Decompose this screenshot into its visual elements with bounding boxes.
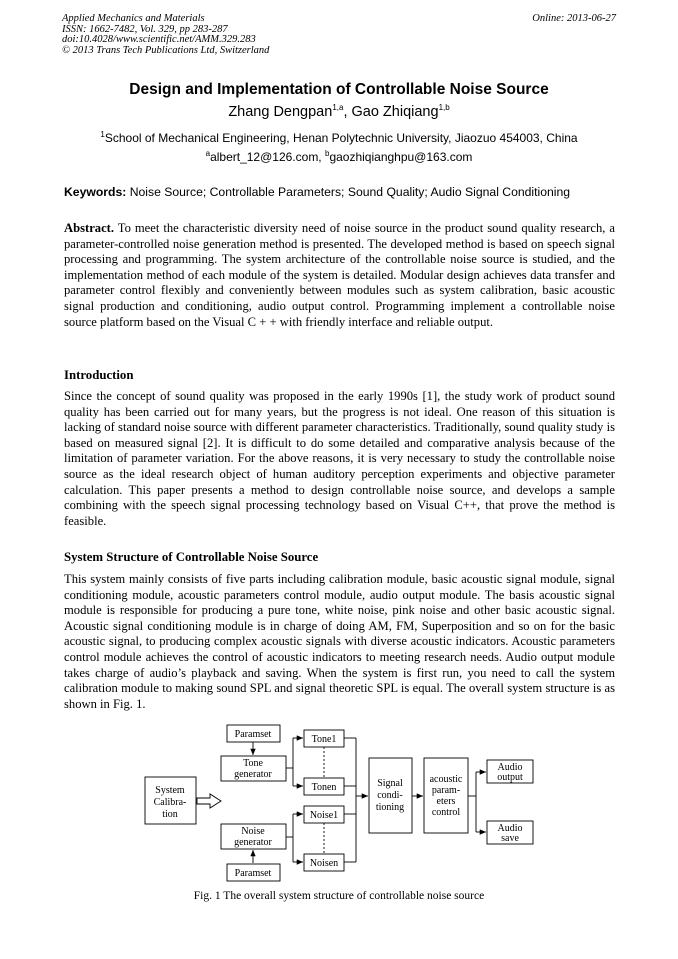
calibration-arrow [197, 794, 221, 808]
audio-save-line-1: Audio [497, 823, 523, 834]
tone-gen-line-1: Tone [243, 758, 263, 769]
calib-line-3: tion [162, 809, 178, 820]
paramset-bottom-label: Paramset [234, 868, 272, 879]
signal-line-2: condi- [377, 790, 403, 801]
email-b-sup: b [324, 149, 330, 158]
tone-gen-line-2: generator [234, 769, 272, 780]
abstract [64, 221, 615, 330]
audio-output-line-2: output [497, 772, 523, 783]
keywords [64, 185, 624, 199]
audio-output-line-1: Audio [497, 762, 523, 773]
acoustic-line-4: control [431, 807, 461, 818]
figure-1 [0, 720, 678, 890]
affiliation [0, 131, 678, 145]
signal-line-1: Signal [377, 778, 403, 789]
noise-gen-line-1: Noise [241, 826, 265, 837]
paper-title: Design and Implementation of Controllable Noise Source [129, 81, 549, 98]
noise-gen-line-2: generator [234, 837, 272, 848]
calib-line-2: Calibra- [153, 797, 187, 808]
system-structure-text: This system mainly consists of five parts including calibration module, basic acoustic signal module, signal conditioning module, acoustic parameters control module, audio output module. The basis acoustic signal module is responsible for producing a pure tone, white noise, pink noise and other basic acoustic signal. Acoustic signal conditioning module is in charge of doing AM, FM, Superposition and so on for the basic acoustic signal, to producing complex acoustic signals with diverse acoustic indicators. Acoustic parameters control module achieves the control of acoustic indicators to meeting research needs. Audio output module takes charge of audio’s playback and saving. When the system is first run, you need to call the system calibration module to making sound SPL and signal theoretic SPL is equal. The overall system structure is as shown in Fig. 1. [64, 572, 615, 711]
doi-line: doi:10.4028/www.scientific.net/AMM.329.283 [62, 34, 256, 45]
figure-caption: Fig. 1 The overall system structure of controllable noise source [193, 890, 485, 902]
email-b: gaozhiqianghpu@163.com [329, 150, 473, 164]
email-a-sup: a [205, 149, 211, 158]
noise1-label: Noise1 [309, 810, 339, 821]
tone1-label: Tone1 [311, 734, 337, 745]
page-header [62, 14, 616, 56]
abstract-label: Abstract. [64, 221, 115, 235]
calib-line-1: System [155, 785, 185, 796]
author-2-sup: 1,b [438, 103, 450, 113]
introduction-heading: Introduction [64, 368, 134, 382]
online-date: Online: 2013-06-27 [532, 13, 616, 24]
tonen-label: Tonen [311, 782, 337, 793]
introduction-text: Since the concept of sound quality was proposed in the early 1990s [1], the study work of product sound quality has been carried out for many years, but the progress is not ideal. One reason of this situation is lacking of standard noise source with different parameter characteristics. Traditionally, sound quality study is based on measured signal [2]. It is difficult to do some detailed and comparative analysis because of the limitation of parameter variation. For the above reasons, it is very necessary to study the controllable noise source as the ideal research object of human auditory perception experiments and objective parameter calculation. This paper presents a method to design controllable noise source, and develops a sample combining with the speech signal processing technology based on Visual C++, that prove the method is feasible. [64, 389, 615, 528]
acoustic-line-1: acoustic [429, 774, 463, 785]
author-2: Gao Zhiqiang [351, 104, 439, 120]
signal-line-3: tioning [375, 802, 405, 813]
audio-save-line-2: save [501, 833, 519, 844]
noisen-label: Noisen [309, 858, 339, 869]
keywords-text: Noise Source; Controllable Parameters; Sound Quality; Audio Signal Conditioning [126, 185, 571, 199]
email-a: albert_12@126.com, [210, 150, 325, 164]
author-1: Zhang Dengpan [228, 104, 333, 120]
journal-name: Applied Mechanics and Materials [62, 13, 205, 24]
system-diagram [0, 720, 678, 890]
affiliation-sup: 1 [100, 130, 105, 139]
system-structure-heading: System Structure of Controllable Noise Source [64, 550, 319, 564]
acoustic-line-2: param- [431, 785, 461, 796]
keywords-label: Keywords: [64, 185, 127, 199]
affiliation-text: School of Mechanical Engineering, Henan Polytechnic University, Jiaozuo 454003, China [104, 131, 578, 145]
paramset-top-label: Paramset [234, 729, 272, 740]
author-line [0, 104, 678, 120]
abstract-text: To meet the characteristic diversity need of noise source in the product sound quality research, a parameter-controlled noise generation method is presented. The developed method is based on speech signal processing and programming. The system architecture of the controllable noise source is studied, and the implementation method of each module of the system is detailed. Modular design achieves data transfer and parameter control flexibly and conveniently between modules such as system calibration, basic acoustic signal production and conditioning, audio output control. Programming implement a controllable noise source platform based on the Visual C + + with friendly interface and reliable output. [64, 221, 615, 329]
acoustic-line-3: eters [436, 796, 456, 807]
email-line [0, 150, 678, 164]
author-1-sup: 1,a [332, 103, 344, 113]
issn-line: ISSN: 1662-7482, Vol. 329, pp 283-287 [62, 23, 228, 35]
copyright-line: © 2013 Trans Tech Publications Ltd, Switzerland [62, 44, 270, 56]
author-separator: , [343, 104, 352, 120]
